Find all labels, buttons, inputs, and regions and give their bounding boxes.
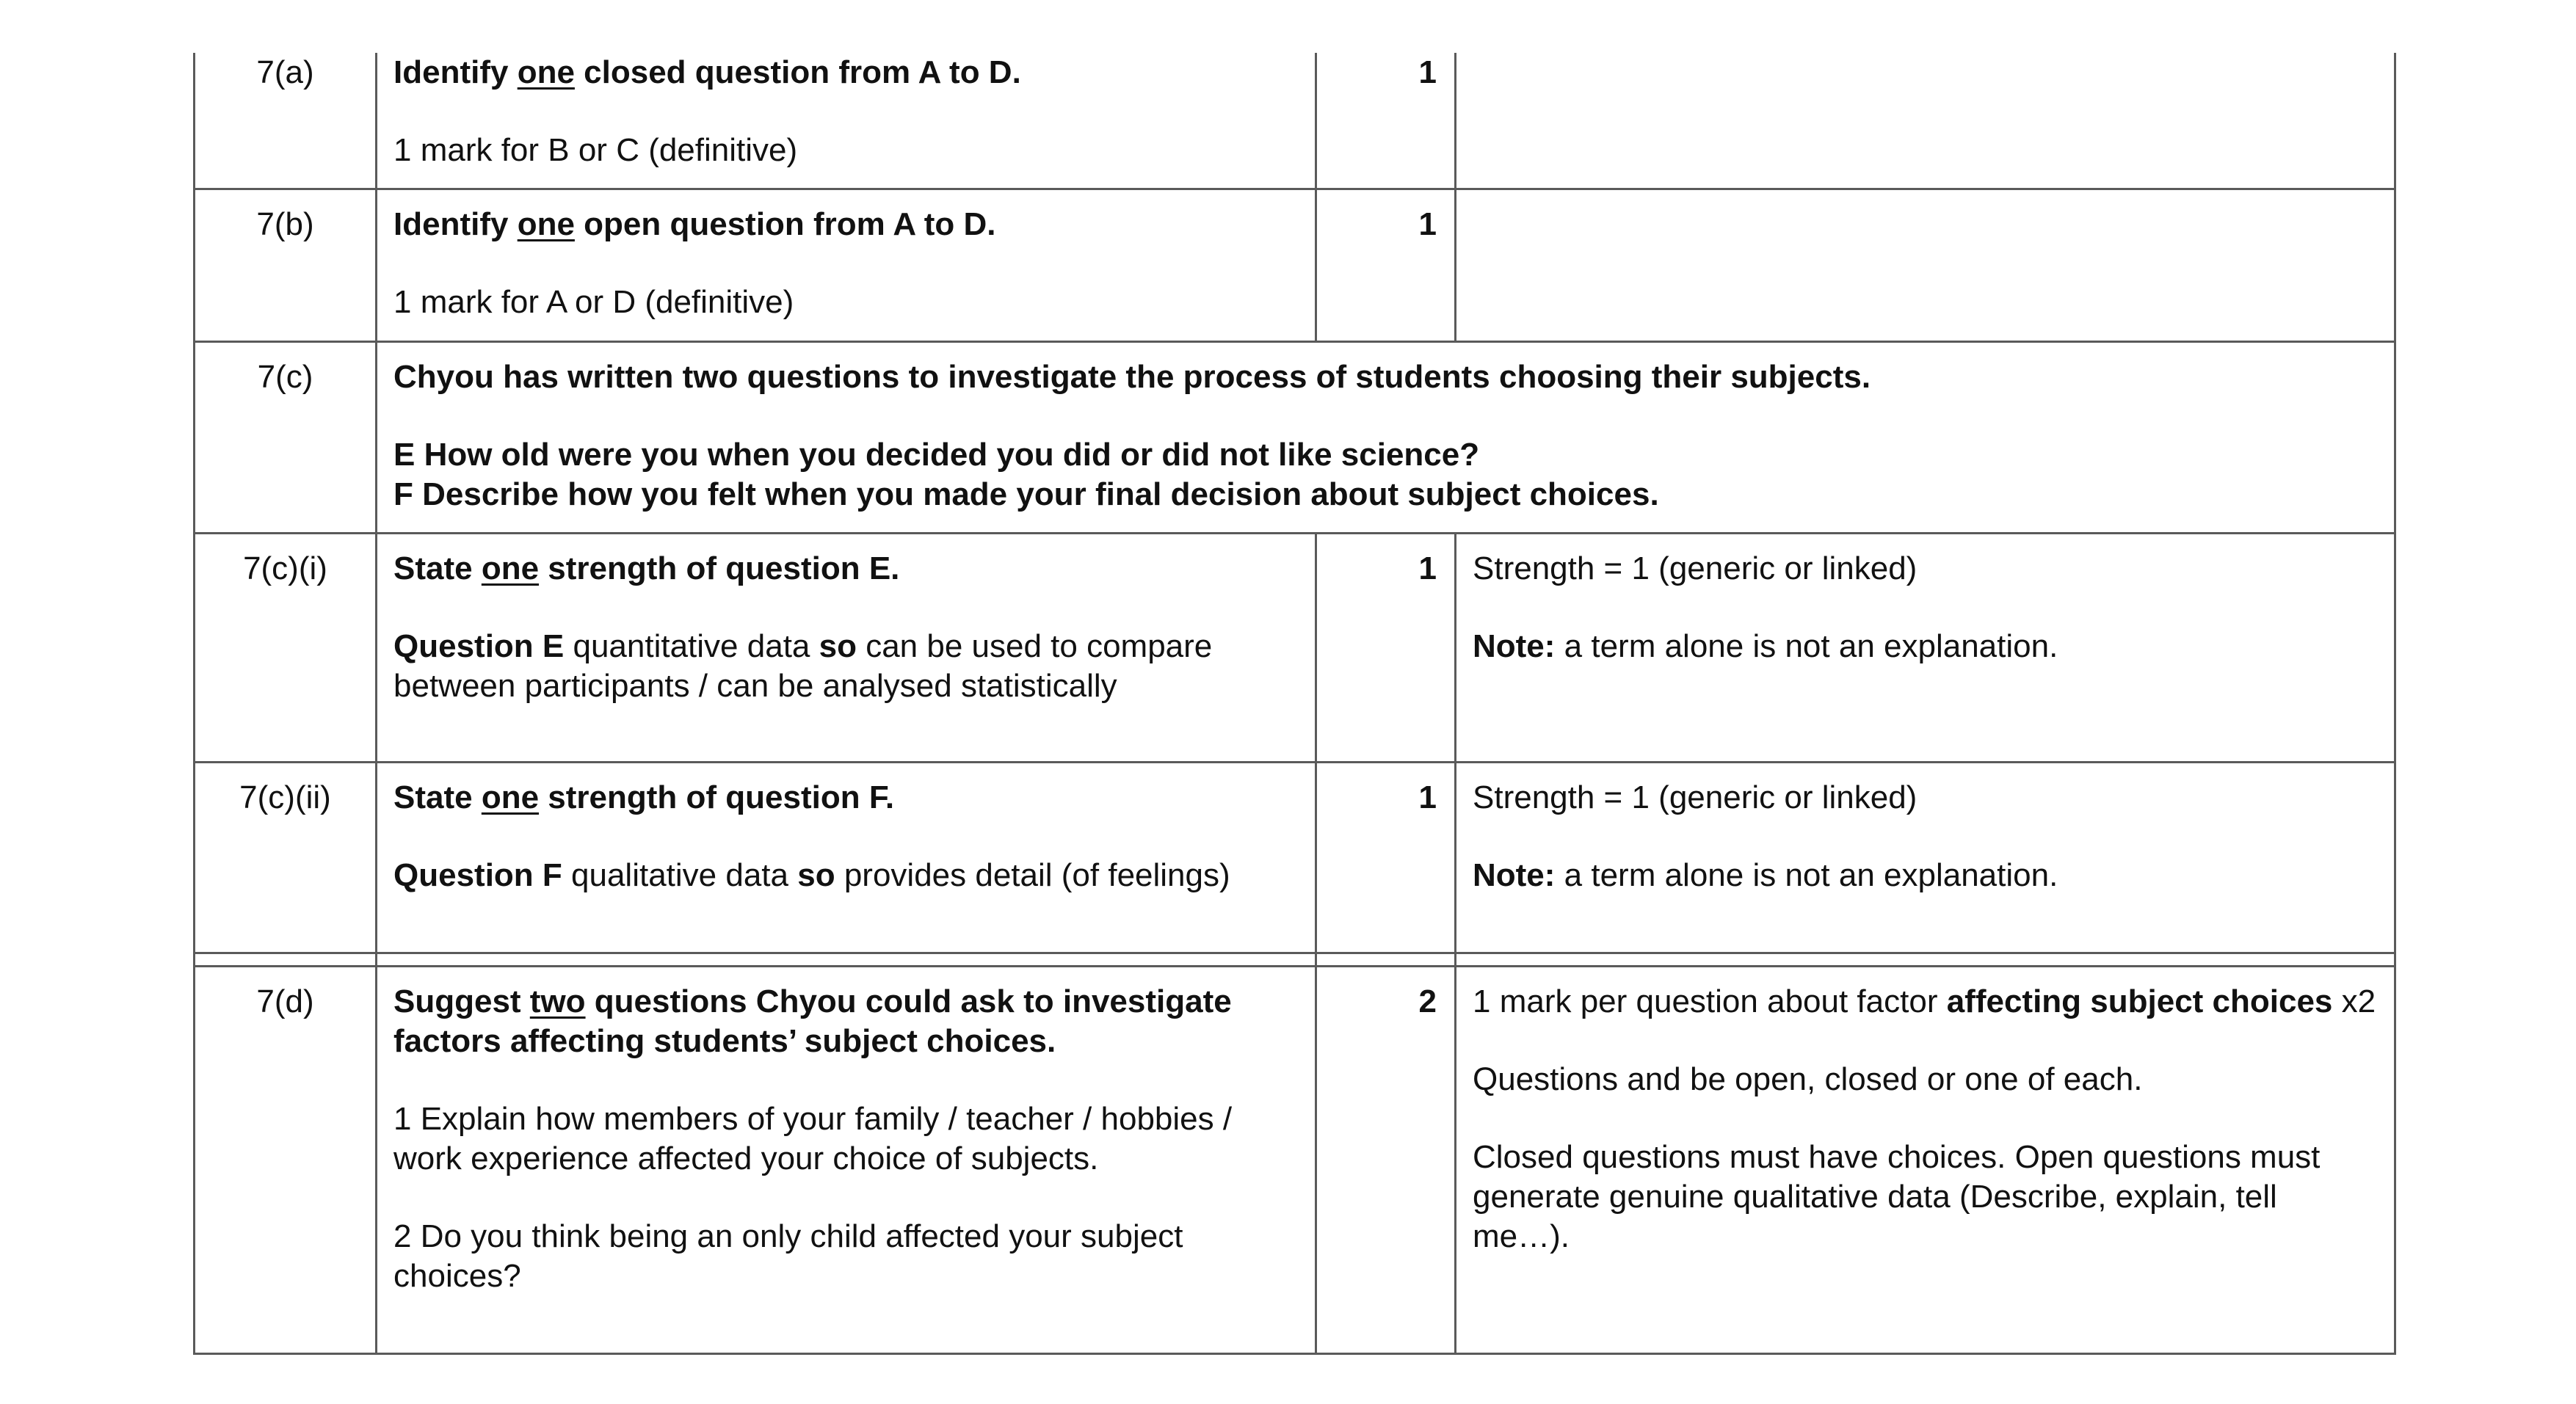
- marks-cell: 1: [1316, 189, 1456, 341]
- guidance-note: Note: a term alone is not an explanation.: [1473, 628, 2058, 664]
- guidance-text: Closed questions must have choices. Open questions must generate genuine qualitative data (Describe, explain, tell me…).: [1473, 1138, 2321, 1254]
- question-cell: [377, 189, 1316, 341]
- question-prompt: Identify one open question from A to D.: [393, 205, 996, 242]
- table-row: [195, 966, 2395, 1353]
- question-item-e: E How old were you when you decided you did or did not like science?: [393, 436, 1480, 473]
- table-row: [195, 53, 2395, 189]
- guidance-text: Strength = 1 (generic or linked): [1473, 550, 1918, 586]
- guidance-text: Strength = 1 (generic or linked): [1473, 779, 1918, 815]
- answer-text: 1 Explain how members of your family / teacher / hobbies / work experience affected your choice of subjects.: [393, 1100, 1233, 1176]
- guidance-cell: [1456, 762, 2395, 953]
- marks-cell: 1: [1316, 533, 1456, 762]
- question-cell: [377, 533, 1316, 762]
- question-number: 7(c)(i): [195, 533, 377, 762]
- marks-cell: 2: [1316, 966, 1456, 1353]
- question-number: 7(c): [195, 341, 377, 533]
- question-cell: [377, 966, 1316, 1353]
- question-cell: [377, 762, 1316, 953]
- question-stem: Chyou has written two questions to investigate the process of students choosing their subjects.: [393, 358, 1871, 395]
- marks-cell: 1: [1316, 53, 1456, 189]
- guidance-text: 1 mark per question about factor affecting subject choices x2: [1473, 983, 2376, 1019]
- answer-text: 1 mark for A or D (definitive): [393, 283, 794, 320]
- guidance-cell: [1456, 53, 2395, 189]
- guidance-text: Questions and be open, closed or one of each.: [1473, 1061, 2143, 1097]
- table-row: [195, 533, 2395, 762]
- table-row: [195, 189, 2395, 341]
- question-prompt: Suggest two questions Chyou could ask to investigate factors affecting students’ subject choices.: [393, 983, 1232, 1059]
- answer-text: 2 Do you think being an only child affected your subject choices?: [393, 1218, 1183, 1294]
- guidance-cell: [1456, 533, 2395, 762]
- guidance-cell: [1456, 966, 2395, 1353]
- table-row: [195, 341, 2395, 533]
- mark-scheme-table: [193, 53, 2396, 1355]
- question-prompt: Identify one closed question from A to D.: [393, 54, 1021, 90]
- question-stem-cell: [377, 341, 2395, 533]
- table-divider: [195, 953, 2395, 966]
- answer-text: 1 mark for B or C (definitive): [393, 132, 798, 168]
- question-prompt: State one strength of question F.: [393, 779, 895, 815]
- question-number: 7(d): [195, 966, 377, 1353]
- question-item-f: F Describe how you felt when you made your final decision about subject choices.: [393, 476, 1659, 512]
- marks-cell: 1: [1316, 762, 1456, 953]
- answer-text: Question E quantitative data so can be used to compare between participants / can be analysed statistically: [393, 628, 1213, 704]
- question-number: 7(b): [195, 189, 377, 341]
- guidance-note: Note: a term alone is not an explanation.: [1473, 856, 2058, 893]
- table-row: [195, 762, 2395, 953]
- question-number: 7(c)(ii): [195, 762, 377, 953]
- question-cell: [377, 53, 1316, 189]
- question-number: 7(a): [195, 53, 377, 189]
- answer-text: Question F qualitative data so provides detail (of feelings): [393, 856, 1230, 893]
- guidance-cell: [1456, 189, 2395, 341]
- question-prompt: State one strength of question E.: [393, 550, 900, 586]
